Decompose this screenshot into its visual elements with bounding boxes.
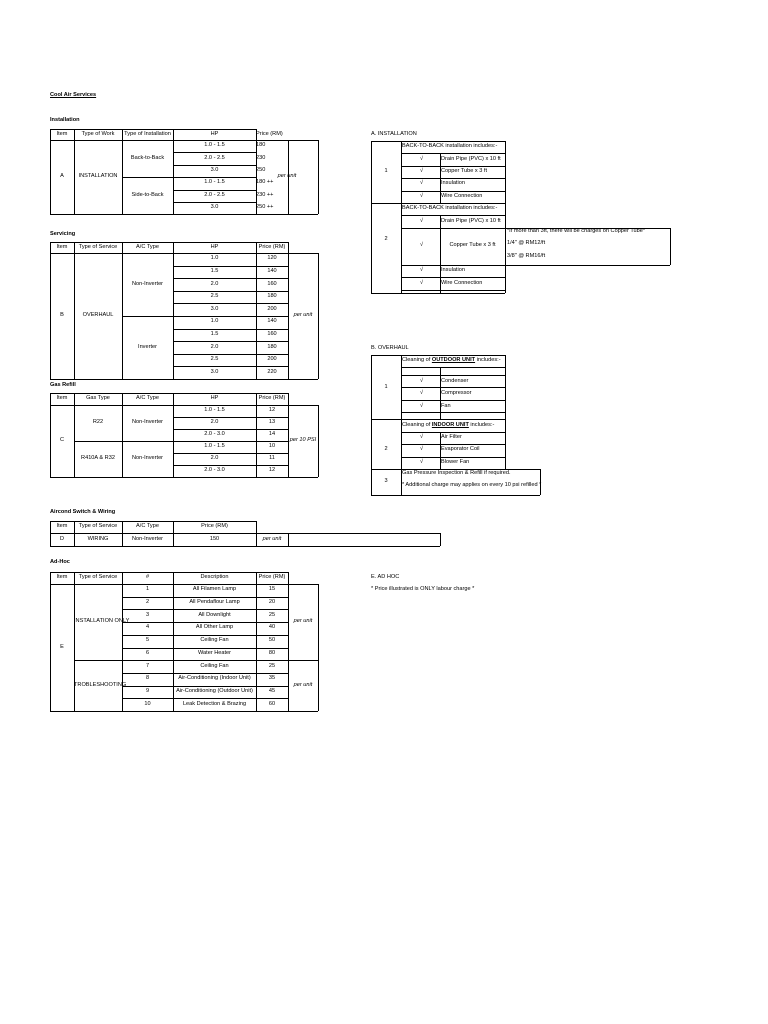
table-header: HP [210,243,219,250]
price-cell: 150 [209,535,220,542]
description-cell: Water Heater [197,649,232,656]
grid-line [122,635,288,636]
ac-type: Non-Inverter [131,419,164,425]
grid-line [173,465,288,466]
grid-line [288,140,318,141]
section-heading-ad-hoc: Ad-Hoc [50,559,70,565]
hp-cell: 2.0 - 2.5 [204,154,225,161]
hp-cell: 2.0 - 3.0 [204,431,225,437]
note-item: Copper Tube x 3 ft [441,168,488,174]
grid-line [318,405,319,477]
grid-line [401,141,402,293]
price-cell: 35 [268,675,276,682]
grid-line [50,533,440,534]
unit-label: per unit [293,618,313,625]
grid-line [401,432,505,433]
item-letter: C [59,437,65,443]
service-type: INSTALLATION ONLY [74,618,130,625]
grid-line [50,477,318,478]
price-cell: 140 [267,267,277,274]
note-intro-unit: OUTDOOR UNIT [431,357,476,364]
grid-line [401,153,505,154]
description-cell: Ceiling Fan [200,637,229,644]
section-heading-servicing: Servicing [50,231,76,237]
ac-type: Non-Inverter [131,280,164,287]
grid-line [288,584,289,711]
table-header: Type of Service [78,523,118,529]
grid-line [50,214,288,215]
grid-line [371,495,540,496]
note-number: 2 [384,446,388,453]
grid-line [440,533,441,546]
grid-line [122,597,288,598]
note-number: 2 [384,236,388,243]
price-cell: 11 [269,455,275,461]
item-letter: B [60,312,64,318]
grid-line [173,202,256,203]
ac-type: Inverter [138,343,157,350]
grid-line [401,215,505,216]
note-item: Insulation [441,267,465,274]
ac-type: Non-Inverter [131,455,164,461]
grid-line [173,341,288,342]
grid-line [256,521,257,533]
note-heading-ad-hoc: E. AD HOC [371,574,400,580]
row-number: 3 [145,611,150,618]
price-cell: 25 [268,611,276,618]
grid-line [401,265,670,266]
row-number: 4 [145,624,150,631]
unit-label: per unit [277,173,297,180]
description-cell: All Downlight [198,611,231,618]
note-number: 1 [384,168,388,174]
grid-line [318,140,319,214]
grid-line [50,379,318,380]
note-intro-post: includes:- [476,357,501,364]
grid-line [50,584,318,585]
grid-line [401,375,505,376]
row-number: 2 [145,599,150,606]
grid-line [122,686,288,687]
grid-line [401,457,505,458]
grid-line [122,609,288,610]
row-number: 8 [145,675,150,682]
hp-cell: 3.0 [210,305,219,312]
price-cell: 180 [267,343,277,350]
grid-line [401,277,505,278]
grid-line [173,190,256,191]
hp-cell: 3.0 [210,167,219,173]
note-intro: BACK-TO-BACK installation includes:- [402,205,498,212]
description-cell: Air-Conditioning (Indoor Unit) [178,675,251,682]
gas-type: R410A & R32 [81,455,115,461]
grid-line [122,648,288,649]
price-cell: 60 [268,700,276,707]
table-header: Item [56,130,68,137]
note-item: Blower Fan [441,458,470,465]
note-item: Drain Pipe (PVC) x 10 ft [441,217,501,224]
hp-cell: 2.0 - 3.0 [204,467,225,473]
check-mark: √ [420,180,424,187]
grid-line [401,444,505,445]
grid-line [173,453,288,454]
section-heading-installation: Installation [50,117,80,123]
grid-line [50,253,318,254]
hp-cell: 1.0 - 1.5 [204,179,225,186]
service-type: OVERHAUL [82,312,114,318]
note-item: Drain Pipe (PVC) x 10 ft [441,155,501,162]
table-header: Type of Installation [124,130,171,137]
grid-line [122,660,288,661]
grid-line [122,673,288,674]
grid-line [371,141,372,293]
check-mark: √ [420,192,424,199]
row-number: 1 [145,586,150,593]
work-type: INSTALLATION [78,173,118,180]
check-mark: √ [420,217,424,224]
hp-cell: 1.0 [210,318,219,325]
grid-line [288,533,289,546]
ac-type: Non-Inverter [131,535,164,542]
table-header: Type of Work [81,130,115,137]
price-cell: 25 [268,662,276,669]
grid-line [401,367,505,368]
grid-line [288,572,289,584]
table-header: HP [210,394,219,401]
grid-line [173,177,256,178]
grid-line [50,140,288,141]
note-item: Condenser [441,378,469,385]
grid-line [401,387,505,388]
hp-cell: 2.5 [210,293,219,300]
hp-cell: 2.0 [210,419,219,425]
grid-line [288,242,289,253]
price-cell: 12 [268,407,276,413]
description-cell: All Other Lamp [195,624,234,631]
grid-line [74,584,75,711]
row-number: 6 [145,649,150,656]
hp-cell: 1.0 - 1.5 [204,142,225,149]
grid-line [371,293,505,294]
row-number: 7 [145,662,150,669]
grid-line [122,316,173,317]
grid-line [401,178,505,179]
table-header: A/C Type [136,394,159,401]
grid-line [74,660,122,661]
note-item: Air Filter [441,434,462,441]
check-mark: √ [420,446,424,453]
note-item: Wire Connection [441,279,483,286]
grid-line [288,393,289,405]
price-cell: 200 [267,305,277,312]
table-header: Type of Service [78,243,118,250]
grid-line [50,405,318,406]
section-heading-aircond-switch: Aircond Switch & Wiring [50,509,116,515]
installation-type: Side-to-Back [131,191,164,198]
grid-line [505,141,506,203]
grid-line [173,354,288,355]
note-item: Insulation [441,180,465,187]
copper-tube-rate: 1/4" @ RM12/ft [507,240,546,247]
table-header: Type of Service [78,574,118,580]
grid-line [505,228,506,293]
grid-line [50,572,288,573]
grid-line [74,441,173,442]
note-intro [402,423,494,429]
table-header: Price (RM) [258,394,286,401]
check-mark: √ [420,242,424,249]
note-intro-post: includes:- [470,421,495,428]
hp-cell: 3.0 [210,368,219,375]
hp-cell: 1.5 [210,330,219,337]
grid-line [173,417,288,418]
grid-line [50,242,288,243]
check-mark: √ [420,267,424,274]
unit-label: per 10 PSI [289,437,317,443]
grid-line [173,366,288,367]
description-cell: Ceiling Fan [200,662,229,669]
grid-line [50,129,256,130]
gas-type: R22 [92,419,104,425]
price-cell: 45 [268,687,276,694]
unit-label: per unit [293,681,313,688]
note-item: Fan [441,402,451,409]
price-cell: 160 [267,280,277,287]
page-title: Cool Air Services [50,92,97,98]
hp-cell: 2.0 [210,343,219,350]
grid-line [401,191,505,192]
price-cell: 140 [267,318,277,325]
row-number: 5 [145,637,150,644]
grid-line [505,203,506,228]
description-cell: All Pendaflour Lamp [189,599,240,606]
price-cell: 40 [268,624,276,631]
note-item: Copper Tube x 3 ft [449,242,496,249]
grid-line [122,622,288,623]
grid-line [173,152,256,153]
note-item: Gas Pressure Inspection & Refill if required. [402,470,511,477]
price-cell: 160 [267,330,277,337]
table-header: Price (RM) [258,243,286,250]
hp-cell: 1.0 - 1.5 [204,443,225,449]
installation-type: Back-to-Back [130,154,165,161]
item-letter: D [59,535,65,542]
note-heading-overhaul: B. OVERHAUL [371,344,409,351]
price-cell: 120 [267,255,277,262]
hp-cell: 2.0 - 2.5 [204,191,225,198]
service-type: WIRING [87,535,109,542]
table-header: HP [210,130,219,137]
grid-line [50,546,440,547]
check-mark: √ [420,155,424,162]
hp-cell: 2.5 [210,356,219,363]
note-ad-hoc: * Price illustrated is ONLY labour charge * [371,586,475,592]
note-item: Wire Connection [441,192,483,199]
grid-line [288,660,318,661]
table-header: A/C Type [136,523,159,529]
price-cell: 50 [268,637,276,644]
grid-line [173,278,288,279]
unit-label: per unit [262,535,282,542]
note-number: 3 [384,478,388,485]
note-item: Evaporator Coil [441,446,480,453]
hp-cell: 1.0 - 1.5 [204,407,225,413]
price-cell: 200 [267,356,277,363]
price-list-sheet: Cool Air Services Installation Item Type of Work Type of Installation HP Price (RM) A INSTALLATION Back-to-Back 1.0 - 1.5 180 2.0 - 2.5 230 3.0 250 Side-to-Back 1.0 - 1.5 180 ++ 2.0 - 2.5 230 ++ 3.0 250 ++ per unit Servicing Item Type of Service A/C Type HP Price (RM) B OVERHAUL Non-Inverter 1.0 120 1.5 140 2.0 160 2.5 180 3.0 200 Inverter 1.0 140 1.5 160 2.0 180 2.5 200 3.0 220 per unit Gas Refill Item Gas Type A/C Type HP Price (RM) C R22 Non-Inverter 1.0 - 1.5 12 2.0 13 2.0 - 3.0 14 R410A & R32 Non-Inverter 1.0 - 1.5 10 2.0 11 2.0 - 3.0 12 per 10 PSI Aircond Switch & Wiring Item Type of Service A/C Type Price (RM) D WIRING Non-Inverter 150 per unit Ad-Hoc Item Type of Service # Description Price (RM) E INSTALLATION ONLY per unit 1 All Filamen Lamp 15 2 All Pendaflour Lamp 20 3 All Downlight 25 4 All Other Lamp 40 5 Ceiling Fan 50 6 Water Heater 80 TROBLESHOOTING per unit 7 Ceiling Fan 25 8 Air-Conditioning (Indoor Unit) 35 9 Air-Conditioning (Outdoor Unit) 45 10 Leak Detection & Brazing 60 A. INSTALLATION 1 BACK-TO-BACK installation includes:- √ Drain Pipe (PVC) x 10 ft √ Copper Tube x 3 ft √ Insulation √ Wire Connection BACK-TO-BACK installation includes:- √ Drain Pipe (PVC) x 10 ft 2 √ Copper Tube x 3 ft *If more than 3ft, there will be charges on Copper Tube* 1/4" @ RM12/ft 3/8" @ RM16/ft √ Insulation √ Wire Connection B. OVERHAUL Cleaning of OUTDOOR UNIT includes:- 1 √ Condenser √ Compressor √ Fan Cleaning of INDOOR UNIT includes:- 2 √ Air Filter √ Evaporator Coil √ Blower Fan 3 Gas Pressure Inspection & Refill if required. * Additional charge may applies on every 10 psi refilled * E. AD HOC * Price illustrated is ONLY labour charge * [0,0,768,1024]
grid-line [288,214,318,215]
table-header: Item [56,523,68,529]
table-header: Item [56,574,68,580]
price-cell: 80 [268,649,276,656]
hp-cell: 1.0 [210,255,219,262]
grid-line [401,290,505,291]
price-cell: 10 [268,443,276,449]
grid-line [371,419,505,420]
check-mark: √ [420,434,424,441]
price-cell: 13 [268,419,276,425]
note-intro-pre: Cleaning of [402,357,431,364]
grid-line [318,253,319,379]
row-number: 9 [145,687,150,694]
copper-tube-note: *If more than 3ft, there will be charges on Copper Tube* [507,227,646,234]
note-item: * Additional charge may applies on every 10 psi refilled * [402,482,542,489]
grid-line [371,141,505,142]
hp-cell: 2.0 [210,455,219,461]
price-cell: 220 [267,368,277,375]
hp-cell: 3.0 [210,204,219,211]
table-header: Item [56,394,68,401]
check-mark: √ [420,390,424,397]
service-type: TROBLESHOOTING [74,681,127,688]
price-cell: 15 [268,586,276,593]
check-mark: √ [420,458,424,465]
grid-line [371,203,505,204]
section-heading-gas-refill: Gas Refill [50,382,76,388]
grid-line [173,441,288,442]
grid-line [371,355,505,356]
note-item: Compressor [441,390,472,397]
grid-line [401,400,505,401]
note-intro [402,358,501,364]
hp-cell: 1.5 [210,267,219,274]
grid-line [122,698,288,699]
note-intro-pre: Cleaning of [402,421,431,428]
description-cell: Leak Detection & Brazing [182,700,247,707]
price-cell: 20 [268,599,276,606]
note-heading-installation: A. INSTALLATION [371,130,417,137]
price-cell: 14 [268,431,276,437]
item-letter: E [60,643,64,650]
grid-line [173,291,288,292]
hp-cell: 2.0 [210,280,219,287]
note-intro: BACK-TO-BACK installation includes:- [402,143,498,150]
unit-label: per unit [293,312,313,318]
description-cell: All Filamen Lamp [192,586,237,593]
grid-line [173,303,288,304]
table-header: A/C Type [136,243,159,250]
check-mark: √ [420,378,424,385]
grid-line [505,355,506,469]
grid-line [401,166,505,167]
grid-line [50,711,318,712]
grid-line [670,228,671,265]
note-intro-unit: INDOOR UNIT [431,421,469,428]
grid-line [173,429,288,430]
check-mark: √ [420,279,424,286]
table-header: Gas Type [86,394,110,401]
grid-line [173,316,288,317]
price-cell: 180 [267,293,277,300]
check-mark: √ [420,402,424,409]
grid-line [50,521,256,522]
copper-tube-rate: 3/8" @ RM16/ft [507,252,546,259]
price-cell: 12 [268,467,276,473]
grid-line [50,393,288,394]
table-header: Description [200,574,229,580]
grid-line [122,177,173,178]
table-header: Price (RM) [258,574,286,580]
check-mark: √ [420,168,424,174]
table-header: Item [56,243,68,250]
grid-line [173,266,288,267]
row-number: 10 [144,700,151,707]
grid-line [401,412,505,413]
description-cell: Air-Conditioning (Outdoor Unit) [176,687,253,694]
grid-line [173,165,256,166]
table-header: Price (RM) [201,523,228,529]
grid-line [173,329,288,330]
grid-line [318,584,319,711]
item-letter: A [60,173,64,180]
table-header: # [145,574,150,580]
grid-line [371,355,372,495]
note-number: 1 [384,384,388,391]
